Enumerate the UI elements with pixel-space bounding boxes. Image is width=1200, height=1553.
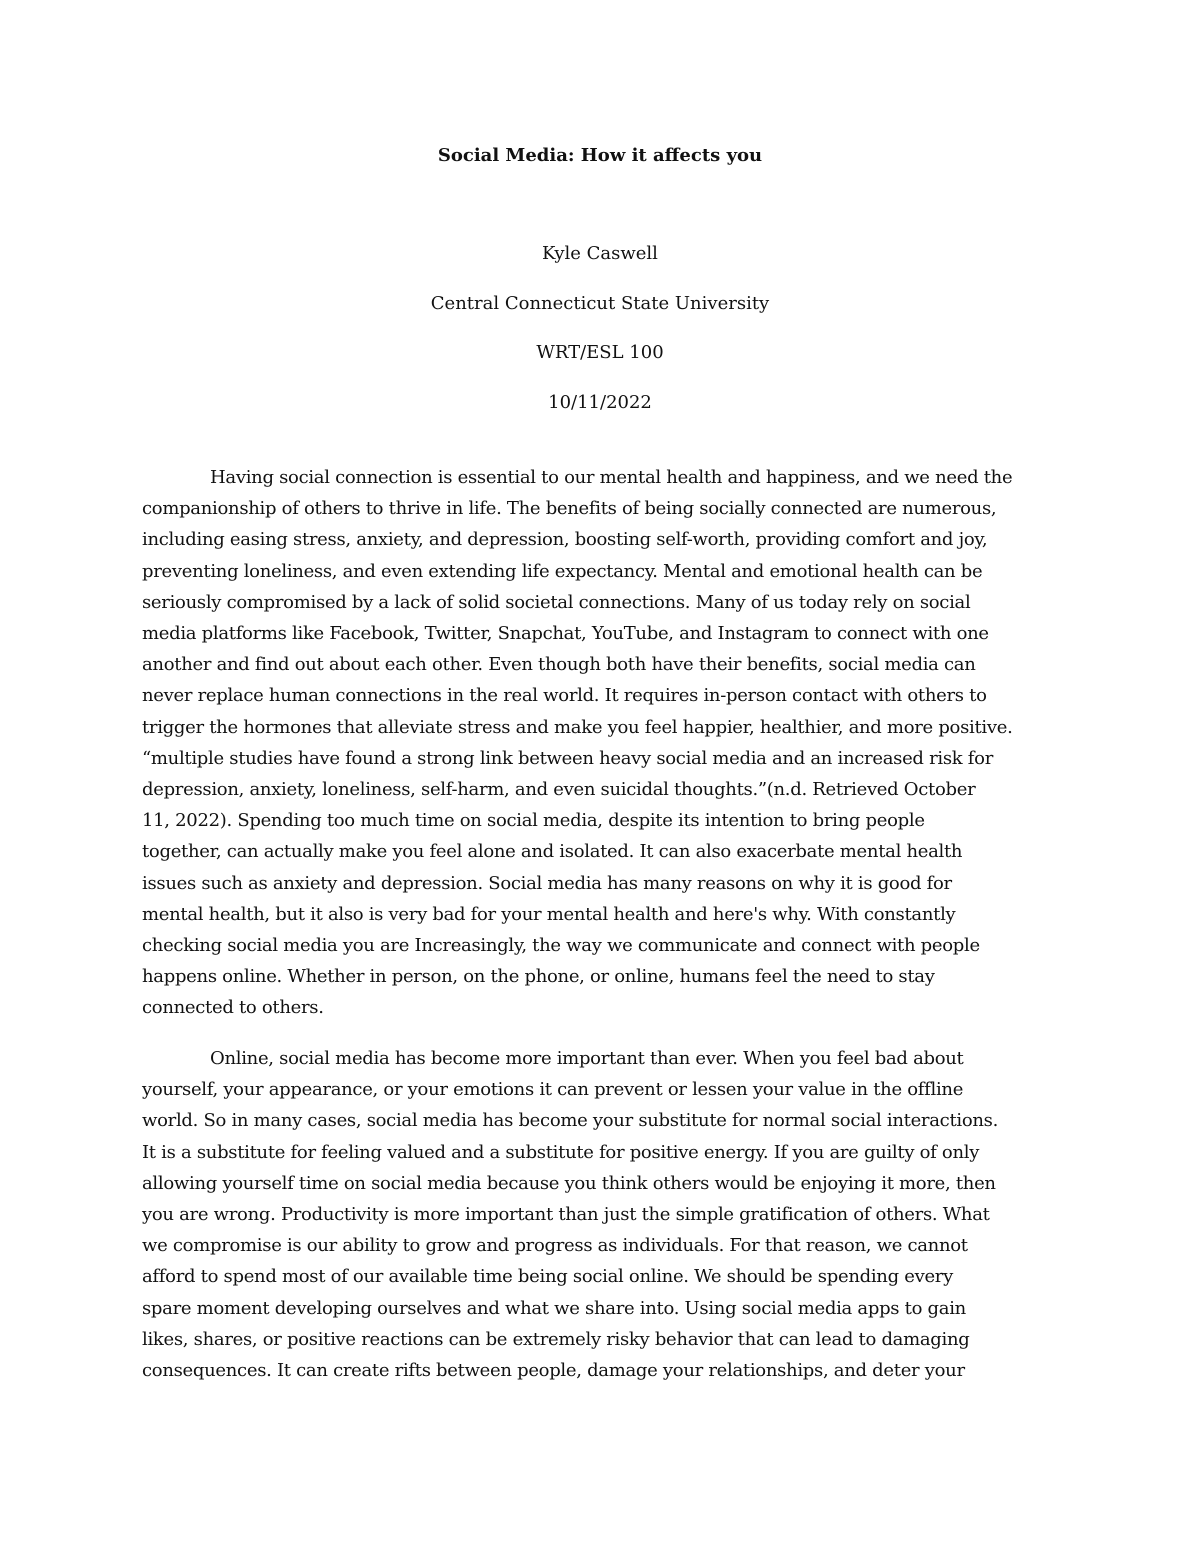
paragraph-line: allowing yourself time on social media because you think others would be enjoying it more, then bbox=[142, 1172, 996, 1194]
document-date: 10/11/2022 bbox=[548, 392, 652, 413]
paragraph-line: together, can actually make you feel alone and isolated. It can also exacerbate mental health bbox=[142, 841, 963, 863]
document-title: Social Media: How it affects you bbox=[437, 145, 763, 166]
body-paragraph-2 bbox=[142, 1043, 1070, 1386]
paragraph-line: including easing stress, anxiety, and depression, boosting self-worth, providing comfort and joy, bbox=[142, 529, 988, 551]
paragraph-line: another and find out about each other. Even though both have their benefits, social media can bbox=[142, 654, 976, 676]
paragraph-line: trigger the hormones that alleviate stress and make you feel happier, healthier, and more positive. bbox=[142, 716, 1013, 738]
paragraph-line: afford to spend most of our available time being social online. We should be spending every bbox=[142, 1266, 953, 1288]
institution-name: Central Connecticut State University bbox=[430, 293, 770, 314]
paragraph-line: we compromise is our ability to grow and progress as individuals. For that reason, we cannot bbox=[142, 1235, 968, 1257]
paragraph-line: checking social media you are Increasingly, the way we communicate and connect with people bbox=[142, 935, 980, 957]
paragraph-line: consequences. It can create rifts between people, damage your relationships, and deter your bbox=[142, 1360, 965, 1382]
paragraph-line: never replace human connections in the real world. It requires in-person contact with others to bbox=[142, 685, 987, 707]
paragraph-line: yourself, your appearance, or your emotions it can prevent or lessen your value in the offline bbox=[142, 1079, 964, 1101]
paragraph-line: depression, anxiety, loneliness, self-harm, and even suicidal thoughts.”(n.d. Retrieved October bbox=[142, 779, 976, 801]
paragraph-line: you are wrong. Productivity is more important than just the simple gratification of others. What bbox=[142, 1204, 990, 1226]
paragraph-line: media platforms like Facebook, Twitter, Snapchat, YouTube, and Instagram to connect with one bbox=[142, 623, 989, 645]
body-paragraph-1 bbox=[142, 462, 1070, 1024]
paragraph-line: 11, 2022). Spending too much time on social media, despite its intention to bring people bbox=[142, 810, 925, 832]
paragraph-line: preventing loneliness, and even extending life expectancy. Mental and emotional health can be bbox=[142, 560, 983, 582]
paragraph-line: likes, shares, or positive reactions can be extremely risky behavior that can lead to damaging bbox=[142, 1328, 970, 1350]
paragraph-line: connected to others. bbox=[142, 997, 324, 1019]
course-code: WRT/ESL 100 bbox=[536, 342, 664, 363]
author-name: Kyle Caswell bbox=[542, 243, 658, 264]
paragraph-line: Online, social media has become more important than ever. When you feel bad about bbox=[210, 1048, 964, 1069]
paragraph-line: mental health, but it also is very bad for your mental health and here's why. With constantly bbox=[142, 903, 956, 925]
paragraph-line: world. So in many cases, social media has become your substitute for normal social interactions. bbox=[142, 1110, 999, 1132]
paragraph-line: seriously compromised by a lack of solid societal connections. Many of us today rely on social bbox=[142, 591, 971, 613]
paragraph-line: It is a substitute for feeling valued and a substitute for positive energy. If you are guilty of only bbox=[142, 1141, 980, 1163]
paragraph-line: Having social connection is essential to our mental health and happiness, and we need the bbox=[210, 467, 1013, 488]
paragraph-line: companionship of others to thrive in life. The benefits of being socially connected are numerous, bbox=[142, 498, 997, 520]
paragraph-line: spare moment developing ourselves and what we share into. Using social media apps to gain bbox=[142, 1297, 966, 1319]
paragraph-line: issues such as anxiety and depression. Social media has many reasons on why it is good for bbox=[142, 872, 952, 894]
paragraph-line: happens online. Whether in person, on the phone, or online, humans feel the need to stay bbox=[142, 966, 935, 988]
paragraph-line: “multiple studies have found a strong link between heavy social media and an increased risk for bbox=[142, 747, 993, 769]
